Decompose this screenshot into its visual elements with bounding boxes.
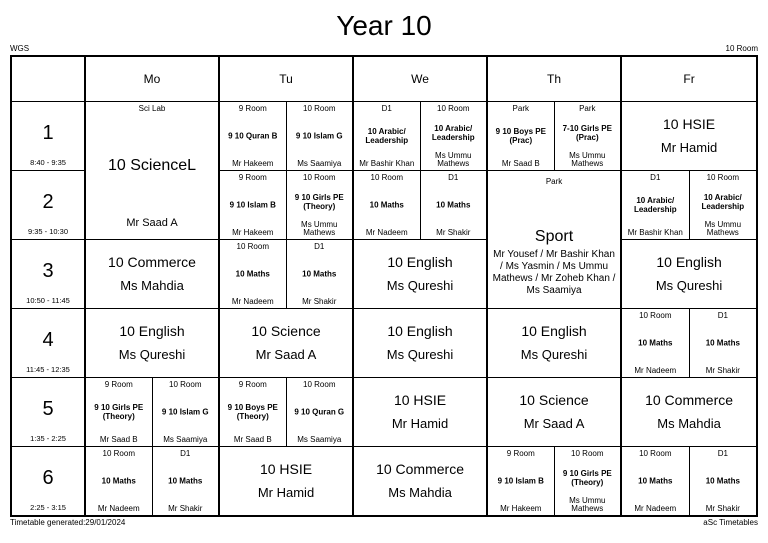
lesson-subject: 10 Commerce xyxy=(376,461,464,478)
lesson-teacher: Mr Bashir Khan xyxy=(359,159,415,169)
period-number: 5 xyxy=(42,397,54,420)
lesson-room: D1 xyxy=(650,173,661,183)
period-time: 8:40 - 9:35 xyxy=(30,158,66,168)
lesson-room: D1 xyxy=(717,311,728,321)
lesson-subject: 10 HSIE xyxy=(393,392,447,409)
lesson-subject: 9 10 Girls PE (Theory) xyxy=(294,193,344,212)
page-title: Year 10 xyxy=(336,10,432,41)
lesson-cell-we-5[interactable] xyxy=(353,378,487,447)
corner-cell xyxy=(11,56,85,102)
lesson-teacher: Ms Mahdia xyxy=(120,278,184,294)
school-code: WGS xyxy=(10,44,30,53)
lesson-teacher: Mr Hamid xyxy=(660,140,718,156)
lesson-room: 10 Room xyxy=(639,311,672,321)
day-header-mo: Mo xyxy=(85,56,219,102)
lesson-cell-we-1b[interactable] xyxy=(420,102,487,171)
lesson-teacher: Mr Hakeem xyxy=(232,159,274,169)
lesson-teacher: Ms Mahdia xyxy=(388,485,452,501)
lesson-room: 9 Room xyxy=(238,380,267,390)
lesson-cell-fr-4b[interactable] xyxy=(689,309,757,378)
lesson-teacher: Mr Saad A xyxy=(523,416,585,432)
lesson-cell-mo-5b[interactable] xyxy=(152,378,219,447)
period-number: 6 xyxy=(42,466,54,489)
lesson-cell-mo-6b[interactable] xyxy=(152,447,219,516)
lesson-cell-we-2b[interactable] xyxy=(420,171,487,240)
lesson-teacher: Ms Qureshi xyxy=(386,347,454,363)
lesson-teacher: Mr Saad A xyxy=(126,217,178,230)
period-row-6 xyxy=(11,447,757,516)
lesson-cell-fr-3[interactable] xyxy=(621,240,757,309)
lesson-cell-we-3[interactable] xyxy=(353,240,487,309)
lesson-cell-mo-3[interactable] xyxy=(85,240,219,309)
lesson-cell-fr-6b[interactable] xyxy=(689,447,757,516)
period-time: 2:25 - 3:15 xyxy=(30,503,66,512)
lesson-teacher: Mr Nadeem xyxy=(634,504,677,513)
lesson-teacher: Mr Shakir xyxy=(302,297,337,307)
lesson-subject: 10 Arabic/ Leadership xyxy=(431,124,475,143)
lesson-room: 10 Room xyxy=(236,242,269,252)
lesson-cell-fr-1[interactable] xyxy=(621,102,757,171)
lesson-teacher: Ms Ummu Mathews xyxy=(301,220,338,238)
lesson-subject: 10 HSIE xyxy=(259,461,313,478)
period-time: 10:50 - 11:45 xyxy=(26,296,70,306)
day-header-fr: Fr xyxy=(621,56,757,102)
lesson-room: 10 Room xyxy=(102,449,135,459)
lesson-subject: 10 English xyxy=(656,254,722,271)
lesson-subject: 10 English xyxy=(387,323,453,340)
lesson-teacher: Mr Nadeem xyxy=(634,366,677,376)
generated-date: Timetable generated:29/01/2024 xyxy=(10,518,126,527)
lesson-room: D1 xyxy=(180,449,191,459)
lesson-teacher: Ms Ummu Mathews xyxy=(435,151,472,169)
lesson-subject: 10 Science xyxy=(251,323,321,340)
lesson-room: 10 Room xyxy=(303,104,336,114)
lesson-teacher: Mr Saad A xyxy=(255,347,317,363)
lesson-cell-th-1a[interactable] xyxy=(487,102,554,171)
lesson-room: 10 Room xyxy=(639,449,672,459)
lesson-room: 9 Room xyxy=(506,449,535,459)
lesson-subject: 10 Maths xyxy=(638,476,673,486)
lesson-room: 9 Room xyxy=(238,104,267,114)
lesson-subject: 9 10 Girls PE (Theory) xyxy=(562,469,612,488)
lesson-cell-tu-2a[interactable] xyxy=(219,171,286,240)
lesson-teacher: Ms Mahdia xyxy=(657,416,721,432)
lesson-room: 10 Room xyxy=(571,449,604,459)
lesson-subject: 9 10 Islam G xyxy=(161,407,209,417)
lesson-subject: 9 10 Islam B xyxy=(229,200,276,210)
period-row-4 xyxy=(11,309,757,378)
lesson-teacher: Mr Hakeem xyxy=(232,228,274,238)
lesson-subject: 10 Maths xyxy=(369,200,404,210)
lesson-teacher: Mr Shakir xyxy=(705,504,740,513)
period-number: 2 xyxy=(42,190,54,213)
lesson-cell-fr-2b[interactable] xyxy=(689,171,757,240)
lesson-room: 10 Room xyxy=(370,173,403,183)
lesson-cell-we-4[interactable] xyxy=(353,309,487,378)
lesson-subject: 10 English xyxy=(521,323,587,340)
lesson-cell-tu-6[interactable] xyxy=(219,447,353,516)
lesson-room: 10 Room xyxy=(437,104,470,114)
lesson-room: Sci Lab xyxy=(138,104,166,114)
lesson-cell-tu-4[interactable] xyxy=(219,309,353,378)
lesson-subject: 9 10 Boys PE (Prac) xyxy=(495,127,546,146)
lesson-teacher: Mr Saad B xyxy=(501,159,540,169)
lesson-subject: Sport xyxy=(534,228,574,246)
lesson-room: 10 Room xyxy=(706,173,740,183)
period-label-3 xyxy=(11,240,85,309)
day-header-we: We xyxy=(353,56,487,102)
lesson-teacher: Ms Qureshi xyxy=(655,278,723,294)
lesson-teacher: Mr Nadeem xyxy=(365,228,408,238)
lesson-subject: 10 Maths xyxy=(235,269,270,279)
lesson-teacher: Mr Yousef / Mr Bashir Khan / Ms Yasmin / Ms Ummu Mathews / Mr Zoheb Khan / Ms Saamiya xyxy=(492,249,616,297)
lesson-cell-we-6[interactable] xyxy=(353,447,487,516)
lesson-cell-tu-1a[interactable] xyxy=(219,102,286,171)
lesson-cell-tu-3a[interactable] xyxy=(219,240,286,309)
period-number: 4 xyxy=(42,328,54,351)
lesson-subject: 10 HSIE xyxy=(662,116,716,133)
lesson-teacher: Mr Saad B xyxy=(233,435,272,445)
lesson-teacher: Mr Nadeem xyxy=(97,504,140,513)
lesson-teacher: Mr Nadeem xyxy=(231,297,274,307)
lesson-subject: 10 Commerce xyxy=(645,392,734,409)
lesson-teacher: Ms Qureshi xyxy=(520,347,588,363)
lesson-cell-mo-4[interactable] xyxy=(85,309,219,378)
day-header-th: Th xyxy=(487,56,621,102)
lesson-subject: 9 10 Quran G xyxy=(294,407,345,417)
lesson-cell-tu-5b[interactable] xyxy=(286,378,353,447)
lesson-subject: 9 10 Quran B xyxy=(228,131,278,141)
lesson-room: 9 Room xyxy=(104,380,133,390)
lesson-subject: 10 English xyxy=(119,323,185,340)
class-room: 10 Room xyxy=(725,44,758,53)
lesson-room: 10 Room xyxy=(169,380,202,390)
lesson-cell-we-1a[interactable] xyxy=(353,102,420,171)
lesson-cell-we-2a[interactable] xyxy=(353,171,420,240)
lesson-cell-th-5[interactable] xyxy=(487,378,621,447)
lesson-cell-mo-1-2[interactable] xyxy=(85,102,219,240)
lesson-cell-th-6b[interactable] xyxy=(554,447,621,516)
lesson-teacher: Ms Saamiya xyxy=(297,159,342,169)
lesson-room: D1 xyxy=(717,449,728,459)
period-time: 9:35 - 10:30 xyxy=(27,227,69,237)
lesson-subject: 10 Commerce xyxy=(108,254,196,271)
lesson-teacher: Mr Shakir xyxy=(705,366,740,376)
lesson-subject: 10 Arabic/ Leadership xyxy=(365,127,409,146)
lesson-teacher: Ms Ummu Mathews xyxy=(704,220,742,238)
lesson-cell-fr-4a[interactable] xyxy=(621,309,689,378)
lesson-teacher: Ms Qureshi xyxy=(386,278,454,294)
lesson-subject: 9 10 Islam G xyxy=(295,131,343,141)
lesson-subject: 10 Maths xyxy=(168,476,203,486)
period-label-5 xyxy=(11,378,85,447)
period-label-6 xyxy=(11,447,85,516)
period-label-1 xyxy=(11,102,85,171)
period-time: 1:35 - 2:25 xyxy=(30,434,66,444)
lesson-subject: 10 Maths xyxy=(302,269,337,279)
lesson-cell-th-4[interactable] xyxy=(487,309,621,378)
lesson-teacher: Ms Saamiya xyxy=(163,435,208,445)
lesson-cell-th-1b[interactable] xyxy=(554,102,621,171)
lesson-subject: 7-10 Girls PE (Prac) xyxy=(562,124,612,143)
period-time: 11:45 - 12:35 xyxy=(26,365,70,375)
lesson-room: Park xyxy=(545,177,563,187)
lesson-teacher: Mr Shakir xyxy=(436,228,471,238)
lesson-subject: 10 English xyxy=(387,254,453,271)
lesson-room: 9 Room xyxy=(238,173,267,183)
lesson-room: Park xyxy=(579,104,596,114)
lesson-cell-tu-5a[interactable] xyxy=(219,378,286,447)
lesson-room: D1 xyxy=(381,104,392,114)
lesson-subject: 10 Science xyxy=(519,392,589,409)
lesson-teacher: Mr Bashir Khan xyxy=(627,228,683,238)
day-header-tu: Tu xyxy=(219,56,353,102)
lesson-cell-th-2-3[interactable] xyxy=(487,171,621,309)
lesson-teacher: Ms Ummu Mathews xyxy=(569,496,606,513)
lesson-subject: 10 ScienceL xyxy=(107,157,197,175)
day-header-row xyxy=(11,56,757,102)
lesson-subject: 10 Arabic/ Leadership xyxy=(633,196,677,215)
lesson-teacher: Mr Hakeem xyxy=(500,504,542,513)
lesson-subject: 10 Maths xyxy=(436,200,471,210)
lesson-teacher: Mr Saad B xyxy=(99,435,138,445)
lesson-room: 10 Room xyxy=(303,173,336,183)
lesson-room: 10 Room xyxy=(303,380,336,390)
lesson-teacher: Ms Ummu Mathews xyxy=(569,151,606,169)
period-number: 3 xyxy=(42,259,54,282)
lesson-teacher: Ms Saamiya xyxy=(297,435,342,445)
lesson-room: Park xyxy=(512,104,529,114)
lesson-cell-mo-5a[interactable] xyxy=(85,378,152,447)
lesson-room: D1 xyxy=(314,242,325,252)
lesson-room: D1 xyxy=(448,173,459,183)
lesson-subject: 9 10 Boys PE (Theory) xyxy=(227,403,278,422)
period-label-4 xyxy=(11,309,85,378)
lesson-cell-fr-5[interactable] xyxy=(621,378,757,447)
lesson-teacher: Ms Qureshi xyxy=(118,347,186,363)
period-row-3 xyxy=(11,240,757,309)
lesson-subject: 9 10 Islam B xyxy=(497,476,544,486)
lesson-subject: 9 10 Girls PE (Theory) xyxy=(94,403,144,422)
lesson-subject: 10 Maths xyxy=(705,476,740,486)
lesson-cell-th-6a[interactable] xyxy=(487,447,554,516)
period-row-1 xyxy=(11,102,757,171)
lesson-teacher: Mr Hamid xyxy=(391,416,449,432)
period-row-5 xyxy=(11,378,757,447)
lesson-cell-tu-2b[interactable] xyxy=(286,171,353,240)
software-credit: aSc Timetables xyxy=(703,518,758,527)
lesson-teacher: Mr Hamid xyxy=(257,485,315,501)
lesson-cell-tu-1b[interactable] xyxy=(286,102,353,171)
lesson-cell-fr-2a[interactable] xyxy=(621,171,689,240)
lesson-cell-fr-6a[interactable] xyxy=(621,447,689,516)
lesson-subject: 10 Maths xyxy=(101,476,136,486)
lesson-subject: 10 Arabic/ Leadership xyxy=(701,193,745,212)
lesson-subject: 10 Maths xyxy=(705,338,740,348)
period-label-2 xyxy=(11,171,85,240)
timetable-grid xyxy=(10,55,758,517)
period-number: 1 xyxy=(42,121,54,144)
lesson-teacher: Mr Shakir xyxy=(168,504,203,513)
lesson-cell-tu-3b[interactable] xyxy=(286,240,353,309)
lesson-subject: 10 Maths xyxy=(638,338,673,348)
lesson-cell-mo-6a[interactable] xyxy=(85,447,152,516)
